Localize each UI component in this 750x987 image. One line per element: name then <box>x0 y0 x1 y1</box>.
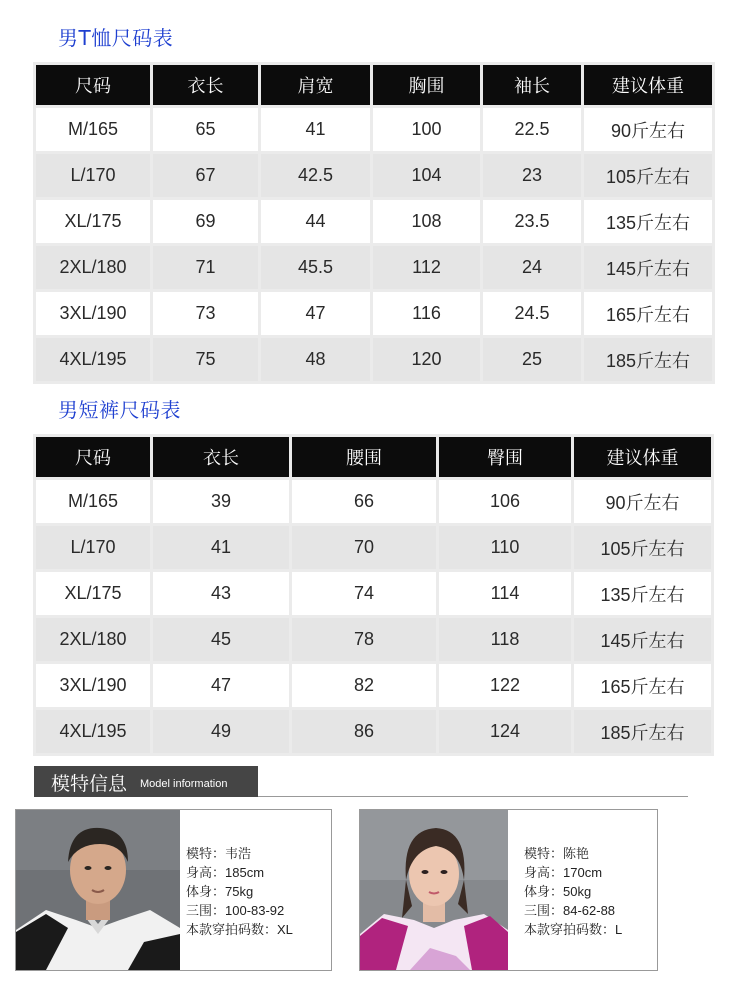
table-cell: 122 <box>439 664 571 707</box>
table-cell: 3XL/190 <box>36 664 150 707</box>
table-cell: 23.5 <box>483 200 581 243</box>
table-row <box>36 618 711 661</box>
model-name: 模特：陈艳 <box>524 846 590 861</box>
shorts-size-chart-title: 男短裤尺码表 <box>58 398 181 422</box>
model-info-title: 模特信息 <box>51 773 128 795</box>
table-cell: 70 <box>292 526 436 569</box>
column-header-waist: 腰围 <box>292 437 436 477</box>
model-photo-male <box>16 810 180 970</box>
table-row <box>36 664 711 707</box>
table-cell: XL/175 <box>36 200 150 243</box>
column-header-hip: 臀围 <box>439 437 571 477</box>
model-measurements: 三围：84-62-88 <box>524 903 616 918</box>
table-cell: 41 <box>261 108 370 151</box>
table-cell: 48 <box>261 338 370 381</box>
table-row <box>36 292 712 335</box>
table-cell: 42.5 <box>261 154 370 197</box>
table-cell: 67 <box>153 154 258 197</box>
table-row <box>36 338 712 381</box>
shorts-size-table <box>33 434 714 756</box>
model-height: 身高：185cm <box>186 865 265 880</box>
table-row <box>36 154 712 197</box>
table-cell: 165斤左右 <box>584 292 712 335</box>
table-cell: 105斤左右 <box>574 526 711 569</box>
column-header-length: 衣长 <box>153 437 289 477</box>
table-cell: 86 <box>292 710 436 753</box>
model-measurements: 三围：100-83-92 <box>186 903 285 918</box>
model-info-header <box>34 766 258 797</box>
table-cell: 2XL/180 <box>36 246 150 289</box>
table-cell: 120 <box>373 338 480 381</box>
table-cell: 105斤左右 <box>584 154 712 197</box>
table-cell: 23 <box>483 154 581 197</box>
table-cell: 145斤左右 <box>574 618 711 661</box>
table-cell: M/165 <box>36 108 150 151</box>
table-cell: 2XL/180 <box>36 618 150 661</box>
table-row <box>36 246 712 289</box>
tshirt-size-table <box>33 62 715 384</box>
table-cell: 69 <box>153 200 258 243</box>
column-header-sleeve: 袖长 <box>483 65 581 105</box>
model-info-male <box>186 844 293 939</box>
table-cell: 78 <box>292 618 436 661</box>
table-cell: 116 <box>373 292 480 335</box>
table-row <box>36 480 711 523</box>
model-card-male <box>15 809 332 971</box>
column-header-size: 尺码 <box>36 437 150 477</box>
table-cell: 22.5 <box>483 108 581 151</box>
table-header-row <box>36 65 712 105</box>
table-row <box>36 710 711 753</box>
tshirt-size-chart-title: 男T恤尺码表 <box>58 26 174 50</box>
table-cell: 124 <box>439 710 571 753</box>
column-header-chest: 胸围 <box>373 65 480 105</box>
table-row <box>36 526 711 569</box>
model-card-female <box>359 809 658 971</box>
table-cell: 90斤左右 <box>574 480 711 523</box>
table-cell: 112 <box>373 246 480 289</box>
table-cell: 3XL/190 <box>36 292 150 335</box>
table-cell: 47 <box>261 292 370 335</box>
model-info-female <box>524 844 622 939</box>
model-weight: 体身：50kg <box>524 884 592 899</box>
table-cell: 185斤左右 <box>584 338 712 381</box>
table-cell: 104 <box>373 154 480 197</box>
table-cell: 135斤左右 <box>574 572 711 615</box>
table-cell: 71 <box>153 246 258 289</box>
table-row <box>36 108 712 151</box>
table-cell: 185斤左右 <box>574 710 711 753</box>
table-cell: L/170 <box>36 526 150 569</box>
table-cell: M/165 <box>36 480 150 523</box>
model-photo-female <box>360 810 508 970</box>
table-cell: 24 <box>483 246 581 289</box>
model-size: 本款穿拍码数：XL <box>186 922 293 937</box>
table-cell: 24.5 <box>483 292 581 335</box>
table-cell: 73 <box>153 292 258 335</box>
table-cell: 114 <box>439 572 571 615</box>
table-row <box>36 200 712 243</box>
table-cell: L/170 <box>36 154 150 197</box>
table-cell: 100 <box>373 108 480 151</box>
table-cell: 45 <box>153 618 289 661</box>
table-cell: 106 <box>439 480 571 523</box>
table-header-row <box>36 437 711 477</box>
table-cell: 118 <box>439 618 571 661</box>
table-cell: 90斤左右 <box>584 108 712 151</box>
table-cell: 66 <box>292 480 436 523</box>
model-height: 身高：170cm <box>524 865 603 880</box>
table-cell: 25 <box>483 338 581 381</box>
column-header-weight: 建议体重 <box>584 65 712 105</box>
table-cell: XL/175 <box>36 572 150 615</box>
table-cell: 47 <box>153 664 289 707</box>
model-size: 本款穿拍码数：L <box>524 922 623 937</box>
model-info-subtitle: Model information <box>140 778 228 790</box>
table-cell: 110 <box>439 526 571 569</box>
column-header-size: 尺码 <box>36 65 150 105</box>
column-header-weight: 建议体重 <box>574 437 711 477</box>
table-cell: 4XL/195 <box>36 710 150 753</box>
table-cell: 75 <box>153 338 258 381</box>
table-cell: 165斤左右 <box>574 664 711 707</box>
table-cell: 74 <box>292 572 436 615</box>
table-cell: 82 <box>292 664 436 707</box>
model-name: 模特：韦浩 <box>186 846 252 861</box>
table-cell: 108 <box>373 200 480 243</box>
table-cell: 43 <box>153 572 289 615</box>
table-cell: 4XL/195 <box>36 338 150 381</box>
table-row <box>36 572 711 615</box>
table-cell: 49 <box>153 710 289 753</box>
model-weight: 体身：75kg <box>186 884 254 899</box>
table-cell: 65 <box>153 108 258 151</box>
column-header-shoulder: 肩宽 <box>261 65 370 105</box>
table-cell: 135斤左右 <box>584 200 712 243</box>
table-cell: 45.5 <box>261 246 370 289</box>
table-cell: 145斤左右 <box>584 246 712 289</box>
table-cell: 44 <box>261 200 370 243</box>
divider <box>258 796 688 797</box>
table-cell: 39 <box>153 480 289 523</box>
column-header-length: 衣长 <box>153 65 258 105</box>
table-cell: 41 <box>153 526 289 569</box>
